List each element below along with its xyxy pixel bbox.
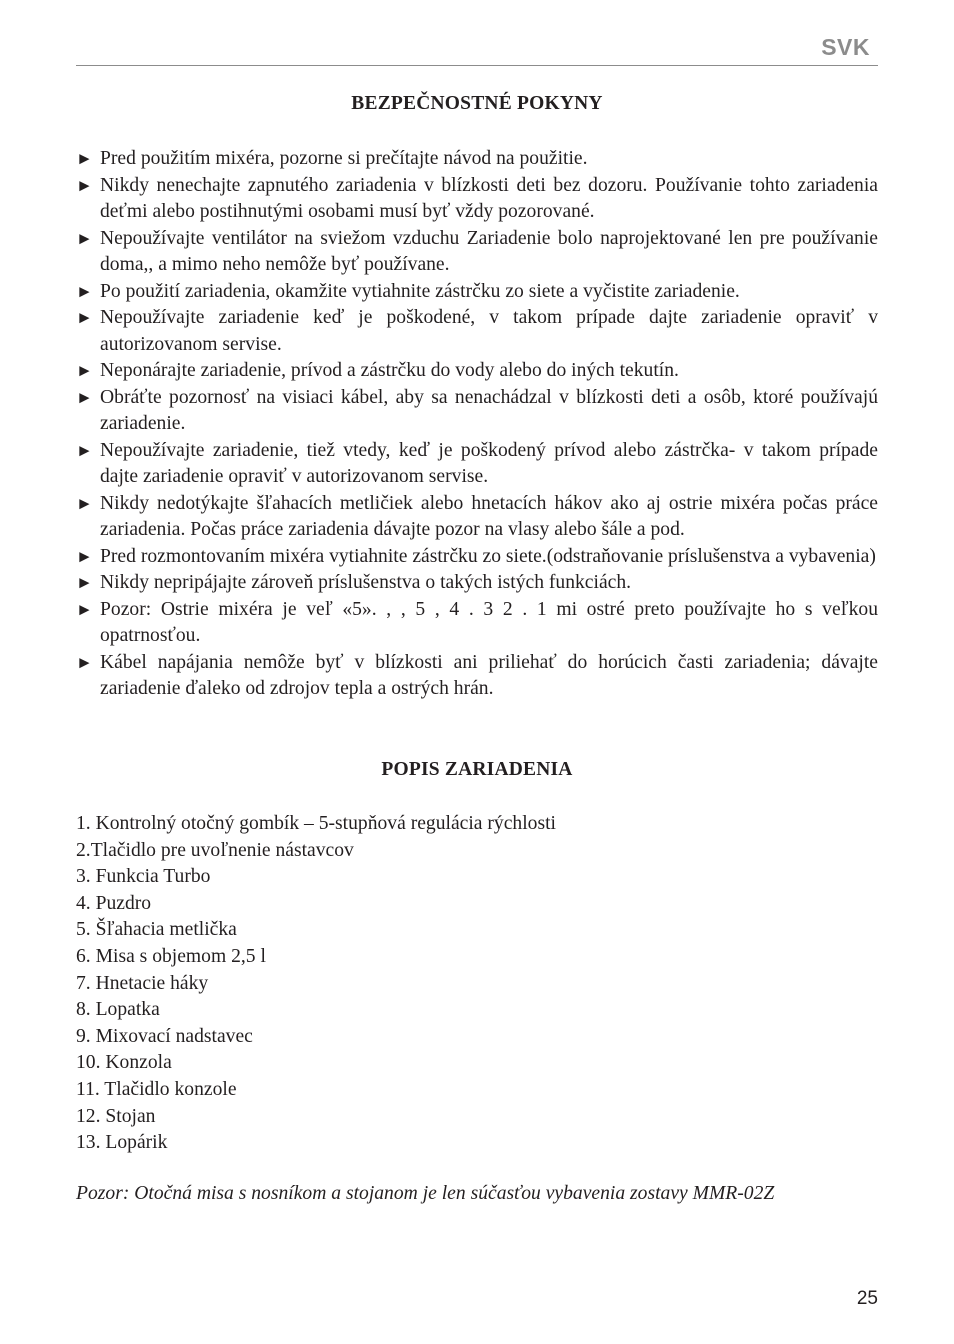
part-item: 9. Mixovací nadstavec [76, 1025, 253, 1047]
safety-item [76, 305, 878, 358]
bullet-arrow-icon: ► [76, 281, 93, 301]
bullet-arrow-icon: ► [76, 361, 93, 380]
description-heading: POPIS ZARIADENIA [381, 759, 573, 780]
bullet-arrow-icon: ► [76, 149, 93, 168]
safety-item [76, 570, 878, 597]
parts-list [76, 811, 878, 1157]
bullet-arrow-icon: ► [76, 175, 93, 195]
part-item: 1. Kontrolný otočný gombík – 5-stupňová regulácia rýchlosti [76, 813, 556, 834]
bullet-arrow-icon: ► [76, 573, 93, 592]
safety-item-text: Pred rozmontovaním mixéra vytiahnite zástrčku zo siete.(odstraňovanie príslušenstva a vybavenia) [100, 545, 876, 567]
part-item: 12. Stojan [76, 1105, 156, 1127]
safety-item-text: Pozor: Ostrie mixéra je veľ «5». , , 5 , 4 . 3 2 . 1 mi ostré preto používajte ho s veľkou opatrnosťou. [100, 598, 878, 646]
safety-item-text: Neponárajte zariadenie, prívod a zástrčku do vody alebo do iných tekutín. [100, 360, 679, 381]
safety-item-text: Pred použitím mixéra, pozorne si prečítajte návod na použitie. [100, 148, 588, 169]
safety-item-text: Nepoužívajte zariadenie, tiež vtedy, keď je poškodený prívod alebo zástrčka- v takom prípade dajte zariadenie opraviť v autorizovanom servise. [100, 439, 878, 487]
equipment-note: Pozor: Otočná misa s nosníkom a stojanom je len súčasťou vybavenia zostavy MMR-02Z [76, 1183, 775, 1204]
part-item: 11. Tlačidlo konzole [76, 1078, 237, 1100]
bullet-arrow-icon: ► [76, 493, 93, 513]
part-item: 2.Tlačidlo pre uvoľnenie nástavcov [76, 839, 354, 861]
bullet-arrow-icon: ► [76, 387, 93, 407]
part-item: 5. Šľahacia metlička [76, 919, 237, 941]
safety-item [76, 146, 878, 173]
safety-item [76, 491, 878, 544]
safety-item [76, 279, 878, 306]
bullet-arrow-icon: ► [76, 652, 93, 672]
safety-item [76, 438, 878, 491]
safety-item [76, 544, 878, 571]
safety-item [76, 597, 878, 650]
header-divider [76, 65, 878, 66]
safety-item-text: Nikdy nenechajte zapnutého zariadenia v blízkosti deti bez dozoru. Používanie tohto zariadenia deťmi alebo postihnutými osobami musí byť vždy pozorované. [100, 174, 878, 222]
safety-item [76, 226, 878, 279]
part-item: 3. Funkcia Turbo [76, 866, 211, 888]
bullet-arrow-icon: ► [76, 440, 93, 460]
safety-item-text: Nikdy nepripájajte zároveň príslušenstva o takých istých funkciách. [100, 572, 632, 593]
part-item: 4. Puzdro [76, 892, 152, 914]
safety-heading: BEZPEČNOSTNÉ POKYNY [351, 93, 603, 114]
safety-item-text: Kábel napájania nemôže byť v blízkosti ani priliehať do horúcich časti zariadenia; dávajte zariadenie ďaleko od zdrojov tepla a ostrých hrán. [100, 651, 878, 699]
safety-item [76, 650, 878, 703]
safety-item-text: Nepoužívajte zariadenie keď je poškodené, v takom prípade dajte zariadenie opraviť v autorizovanom servise. [100, 307, 878, 355]
safety-item [76, 173, 878, 226]
safety-item-text: Nikdy nedotýkajte šľahacích metličiek alebo hnetacích hákov ako aj ostrie mixéra počas práce zariadenia. Počas práce zariadenia dávajte pozor na vlasy alebo šále a pod. [100, 492, 878, 540]
bullet-arrow-icon: ► [76, 599, 93, 619]
part-item: 10. Konzola [76, 1052, 172, 1074]
safety-item [76, 385, 878, 438]
safety-item [76, 358, 878, 385]
safety-item-text: Obráťte pozornosť na visiaci kábel, aby sa nenachádzal v blízkosti deti a osôb, ktoré používajú zariadenie. [100, 386, 878, 434]
part-item: 7. Hnetacie háky [76, 972, 209, 994]
bullet-arrow-icon: ► [76, 308, 93, 327]
part-item: 6. Misa s objemom 2,5 l [76, 945, 266, 967]
part-item: 13. Lopárik [76, 1132, 168, 1154]
safety-item-text: Po použití zariadenia, okamžite vytiahnite zástrčku zo siete a vyčistite zariadenie. [100, 280, 740, 302]
part-item: 8. Lopatka [76, 999, 160, 1021]
page-number: 25 [856, 1288, 878, 1309]
bullet-arrow-icon: ► [76, 228, 93, 248]
safety-item-text: Nepoužívajte ventilátor na sviežom vzduchu Zariadenie bolo naprojektované len pre používanie doma,, a mimo neho nemôže byť používane. [100, 227, 878, 275]
bullet-arrow-icon: ► [76, 546, 93, 566]
safety-instructions-list [76, 146, 878, 703]
language-code: SVK [821, 34, 870, 60]
